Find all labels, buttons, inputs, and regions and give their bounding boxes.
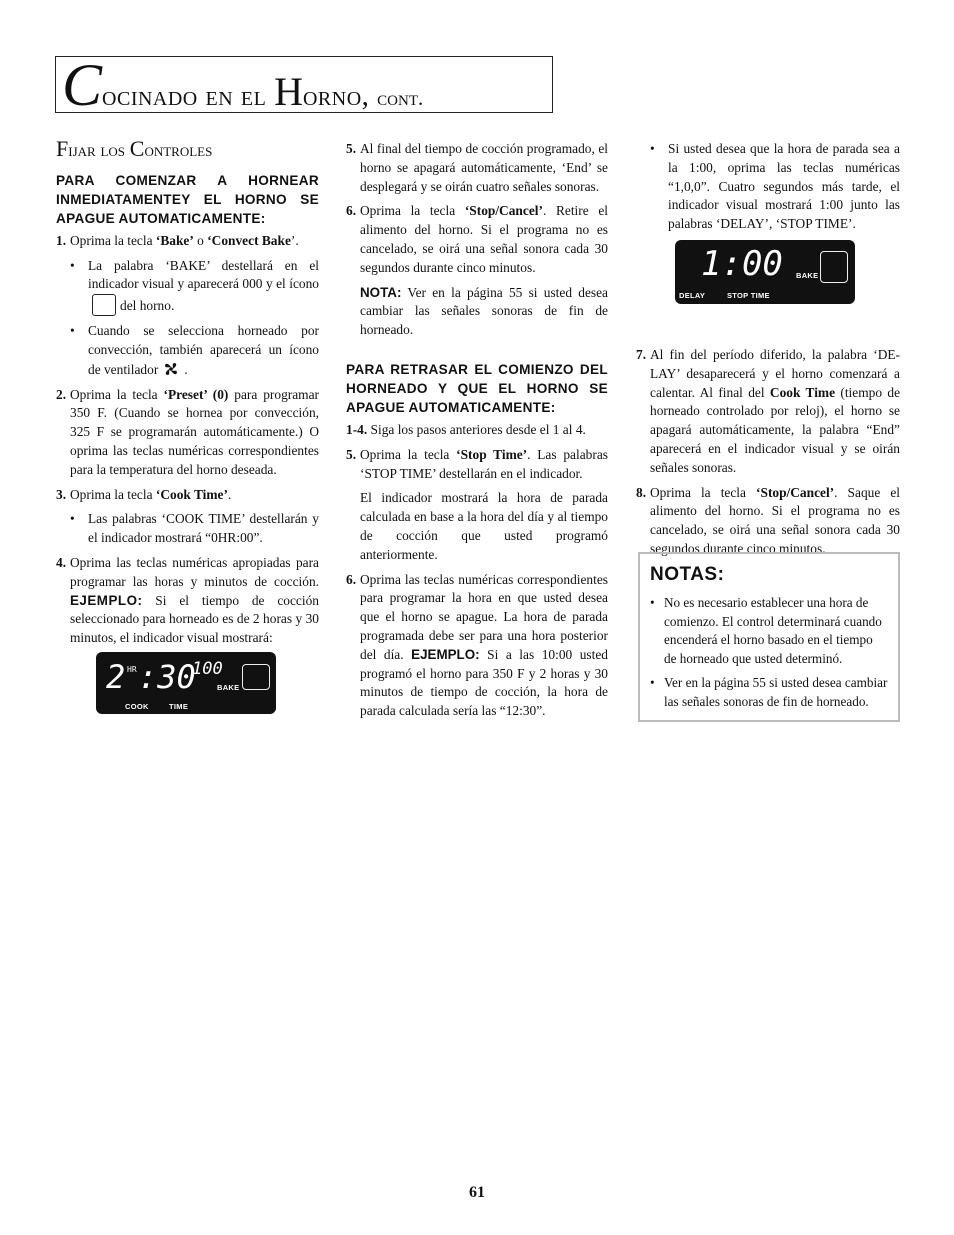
- fan-icon: [162, 360, 180, 378]
- indicator-para: El indicador mostrará la hora de parada calculada en base a la hora del día y al tiempo de cocción que usted programó anteriormente.: [360, 490, 608, 562]
- step-5-delayed: 5. Oprima la tecla ‘Stop Time’. Las palabras ‘STOP TIME’ destellarán en el indicador.: [346, 446, 608, 481]
- note-item: • No es necesario establecer una hora de comienzo. El control determinará cuando encenderá el horno basado en el tiempo de horneado que usted determinó.: [650, 594, 888, 668]
- step-1-4: 1-4. Siga los pasos anteriores desde el 1 al 4.: [346, 421, 586, 437]
- step-3: 3. Oprima la tecla ‘Cook Time’.: [56, 486, 232, 502]
- page-number: 61: [469, 1184, 485, 1201]
- oven-display-cook-time: 2 HR :30 100 BAKE COOK TIME: [96, 652, 276, 714]
- page-title-box: [55, 52, 553, 118]
- column-1: [56, 136, 319, 654]
- step-6: 6. Oprima la tecla ‘Stop/Cancel’. Retire el alimento del horno. Si el programa no es cancelado, se oirá una señal sonora cada 30 segundos durante cinco minutos.: [346, 203, 608, 275]
- bullet-bake-flash: • La palabra ‘BAKE’ destellará en el indicador visual y aparecerá 000 y el íconodel horno.: [56, 257, 319, 317]
- column-3: [636, 140, 900, 565]
- bullet-convection: • Cuando se selecciona horneado por convección, también aparecerá un ícono de ventilador .: [56, 322, 319, 379]
- note-item: • Ver en la página 55 si usted desea cambiar las señales sonoras de fin de horneado.: [650, 674, 888, 711]
- nota: NOTA: Ver en la página 55 si usted desea cambiar las señales sonoras de fin de horneado.: [360, 284, 608, 338]
- subheading-delayed: PARA RETRASAR EL COMIENZO DEL HORNEADO Y QUE EL HORNO SE APAGUE AUTOMATICAMENTE:: [346, 361, 608, 415]
- notes-box: [638, 552, 900, 722]
- step-2: 2. Oprima la tecla ‘Preset’ (0) para programar 350 F. (Cuando se hornea por convección, 325 F se programarán automáticamente.) O oprima las teclas numéricas correspondientes para la temperatura del horno deseada.: [56, 386, 319, 477]
- oven-display-delay: 1:00 BAKE DELAY STOP TIME: [675, 240, 855, 304]
- step-7: 7. Al fin del período diferido, la palabra ‘DE-LAY’ desaparecerá y el horno comenzará a calentar. Al final del Cook Time (tiempo de horneado controlado por reloj), el horno se apagará automáticamente, la palabra “End” aparecerá en el indicador visual y se oirán señales sonoras.: [636, 346, 901, 475]
- step-1: 1. Oprima la tecla ‘Bake’ o ‘Convect Bake’.: [56, 232, 299, 248]
- section-heading: Fijar los Controles: [56, 136, 213, 161]
- column-2: [346, 140, 608, 727]
- bullet-cook-time: • Las palabras ‘COOK TIME’ destellarán y el indicador mostrará “0HR:00”.: [56, 510, 319, 548]
- oven-icon: [92, 294, 116, 316]
- bullet-stop-time: • Si usted desea que la hora de parada sea a la 1:00, oprima las teclas numéricas “1,0,0”. Cuatro segundos más tarde, el indicador visual mostrará 1:00 junto las palabras ‘DELAY’, ‘STOP TIME’.: [636, 140, 900, 234]
- oven-indicator-icon: [242, 664, 270, 690]
- page-title: Cocinado en el Horno, cont.: [62, 52, 424, 118]
- step-8: 8. Oprima la tecla ‘Stop/Cancel’. Saque el alimento del horno. Si el programa no es cancelado, se oirá una señal sonora cada 30 segundos durante cinco minutos.: [636, 484, 900, 556]
- step-6-delayed: 6. Oprima las teclas numéricas correspondientes para programar la hora en que usted desea que el horno se apague. La hora de parada programada debe ser para una hora posterior del día. EJEMPLO: Si a las 10:00 usted programó el horno para 350 F y 2 horas y 30 minutos de tiempo de cocción, la hora de parada calculada sería las “12:30”.: [346, 571, 609, 719]
- notes-title: NOTAS:: [650, 564, 725, 585]
- oven-indicator-icon: [820, 251, 848, 283]
- step-4: 4. Oprima las teclas numéricas apropiadas para programar las horas y minutos de cocción. EJEMPLO: Si el tiempo de cocción seleccionado para horneado es de 2 horas y 30 minutos, el indicador visual mostrará:: [56, 554, 319, 646]
- step-5: 5. Al final del tiempo de cocción programado, el horno se apagará automáticamente, ‘End’ se desplegará y se oirán cuatro señales sonoras.: [346, 141, 608, 194]
- subheading-immediate: PARA COMENZAR A HORNEAR INMEDIATAMENTEY EL HORNO SE APAGUE AUTOMATICAMENTE:: [56, 172, 319, 226]
